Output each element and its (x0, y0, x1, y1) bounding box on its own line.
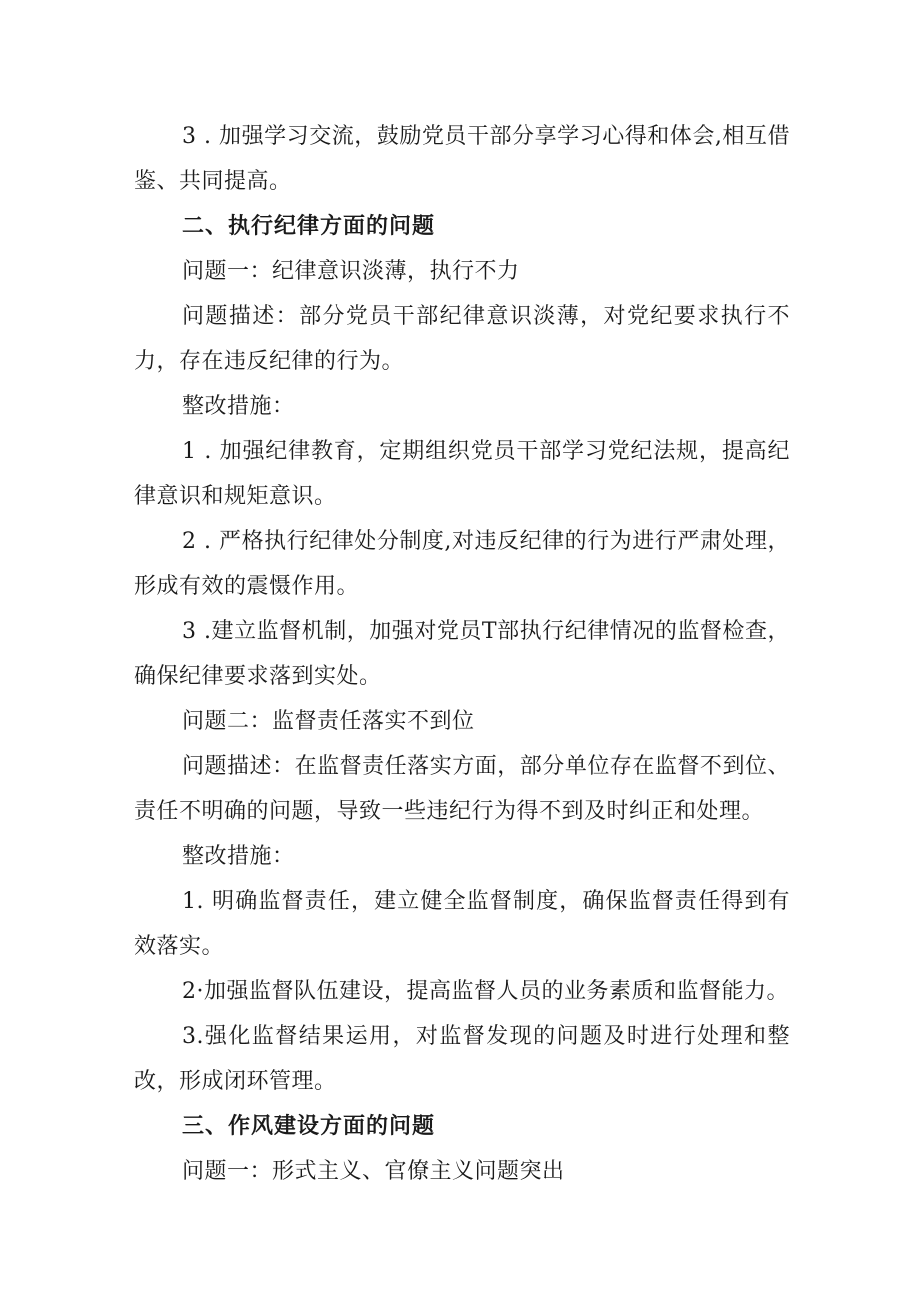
paragraph: 问题一：纪律意识淡薄，执行不力 (182, 259, 520, 284)
paragraph: 问题描述：部分党员干部纪律意识淡薄，对党纪要求执行不力，存在违反纪律的行为。 (134, 304, 790, 374)
paragraph: 问题二：监督责任落实不到位 (182, 709, 475, 734)
paragraph: 3 . 加强学习交流，鼓励党员干部分享学习心得和体会,相互借鉴、共同提高。 (134, 124, 790, 194)
paragraph: 问题描述：在监督责任落实方面，部分单位存在监督不到位、责任不明确的问题，导致一些违纪行为得不到及时纠正和处理。 (134, 754, 790, 824)
paragraph: 1. 明确监督责任，建立健全监督制度，确保监督责任得到有效落实。 (134, 889, 790, 959)
paragraph: 整改措施： (182, 844, 295, 869)
section-heading: 三、作风建设方面的问题 (182, 1114, 436, 1139)
paragraph: 3 .建立监督机制，加强对党员T部执行纪律情况的监督检查，确保纪律要求落到实处。 (134, 619, 790, 689)
paragraph: 3.强化监督结果运用，对监督发现的问题及时进行处理和整改，形成闭环管理。 (134, 1024, 790, 1094)
paragraph: 2 . 严格执行纪律处分制度,对违反纪律的行为进行严肃处理，形成有效的震慑作用。 (134, 529, 790, 599)
paragraph: 2·加强监督队伍建设，提高监督人员的业务素质和监督能力。 (182, 979, 789, 1004)
paragraph: 整改措施： (182, 394, 295, 419)
document-body (134, 114, 790, 1194)
paragraph: 1 . 加强纪律教育，定期组织党员干部学习党纪法规，提高纪律意识和规矩意识。 (134, 439, 790, 509)
section-heading: 二、执行纪律方面的问题 (182, 214, 436, 239)
paragraph: 问题一：形式主义、官僚主义问题突出 (182, 1159, 565, 1184)
